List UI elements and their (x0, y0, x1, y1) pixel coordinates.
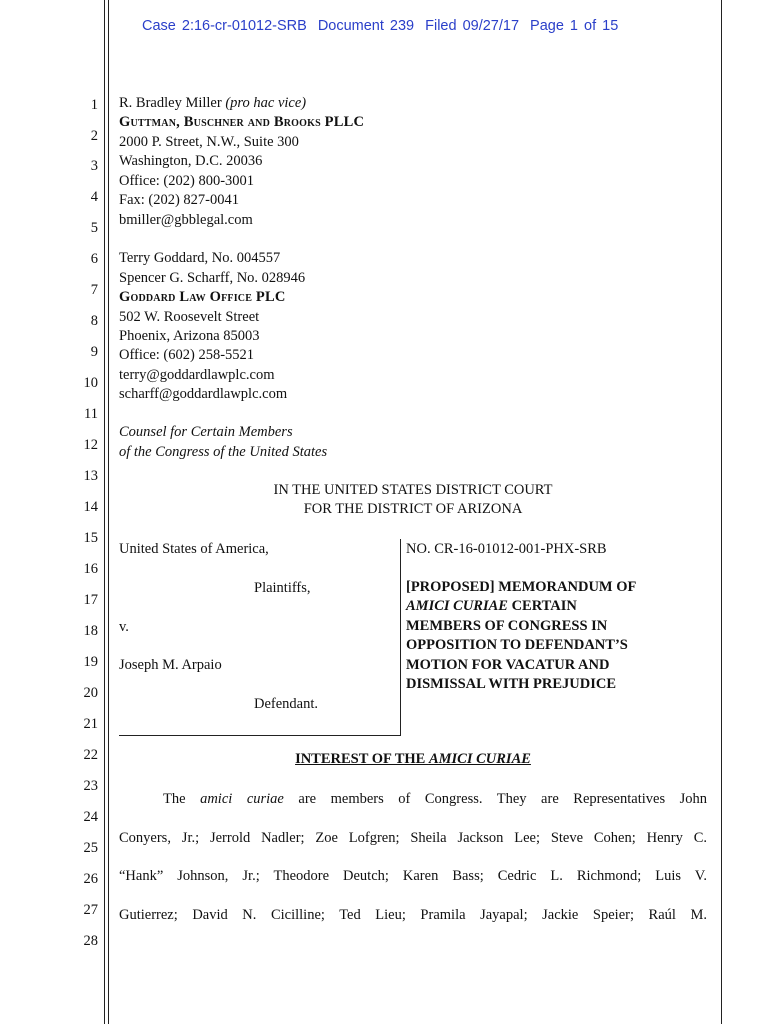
line-number: 19 (83, 654, 98, 670)
counsel-for-line1: Counsel for Certain Members (119, 424, 293, 440)
right-margin-rule (721, 0, 722, 1024)
line-number: 7 (90, 282, 98, 298)
line-number: 21 (83, 716, 98, 732)
document-title-line: MEMBERS OF CONGRESS IN (406, 617, 608, 634)
email-address: bmiller@gbblegal.com (119, 212, 253, 228)
line-number: 9 (90, 344, 98, 360)
line-number: 28 (83, 933, 98, 949)
case-number-caption: NO. CR-16-01012-001-PHX-SRB (406, 541, 607, 557)
document-title-line: [PROPOSED] MEMORANDUM OF (406, 579, 637, 595)
body-line: Conyers, Jr.; Jerrold Nadler; Zoe Lofgren; Sheila Jackson Lee; Steve Cohen; Henry C. (119, 830, 707, 846)
page-indicator: Page 1 of 15 (530, 18, 619, 34)
document-title-line: OPPOSITION TO DEFENDANT’S (406, 637, 628, 654)
line-number: 26 (83, 871, 98, 887)
line-number: 10 (83, 375, 98, 391)
line-number: 22 (83, 747, 98, 763)
line-number: 27 (83, 902, 98, 918)
line-number: 13 (83, 468, 98, 484)
email-address: terry@goddardlawplc.com (119, 367, 275, 383)
line-number: 18 (83, 623, 98, 639)
line-number: 11 (84, 406, 98, 422)
defendant-role: Defendant. (254, 696, 319, 712)
versus: v. (119, 619, 129, 635)
attorney-name: Terry Goddard, No. 004557 (119, 250, 281, 266)
caption-vertical-rule (400, 539, 401, 735)
firm-address-line2: Washington, D.C. 20036 (119, 153, 263, 169)
line-number: 12 (83, 437, 98, 453)
line-number: 23 (83, 778, 98, 794)
line-number: 16 (83, 561, 98, 577)
line-number: 25 (83, 840, 98, 856)
court-name-line2: FOR THE DISTRICT OF ARIZONA (303, 501, 523, 517)
defendant-name: Joseph M. Arpaio (119, 657, 222, 673)
plaintiff-name: United States of America, (119, 541, 269, 557)
caption-horizontal-rule (119, 735, 401, 736)
document-title-line: DISMISSAL WITH PREJUDICE (406, 676, 617, 693)
plaintiff-role: Plaintiffs, (254, 580, 311, 596)
firm-address-line1: 2000 P. Street, N.W., Suite 300 (119, 134, 299, 150)
firm-address-line2: Phoenix, Arizona 85003 (119, 328, 260, 344)
firm-name: Guttman, Buschner and Brooks PLLC (119, 114, 365, 130)
line-number: 8 (90, 313, 98, 329)
firm-name: Goddard Law Office PLC (119, 289, 286, 305)
section-heading: INTEREST OF THE AMICI CURIAE (295, 751, 531, 767)
firm-address-line1: 502 W. Roosevelt Street (119, 309, 260, 325)
left-margin-rule-inner (108, 0, 109, 1024)
filed-date: Filed 09/27/17 (425, 18, 520, 34)
body-line: The amici curiae are members of Congress. They are Representatives John (163, 791, 707, 807)
attorney-name: R. Bradley Miller (pro hac vice) (119, 95, 307, 111)
line-number: 24 (83, 809, 98, 825)
line-number: 15 (83, 530, 98, 546)
body-line: “Hank” Johnson, Jr.; Theodore Deutch; Karen Bass; Cedric L. Richmond; Luis V. (119, 868, 707, 884)
filing-header (142, 18, 629, 34)
office-phone: Office: (202) 800-3001 (119, 173, 255, 189)
counsel-for-line2: of the Congress of the United States (119, 444, 328, 460)
line-number: 5 (90, 220, 98, 236)
line-number: 20 (83, 685, 98, 701)
document-title (406, 578, 696, 694)
line-number: 1 (90, 97, 98, 113)
line-number: 17 (83, 592, 98, 608)
court-name-line1: IN THE UNITED STATES DISTRICT COURT (273, 482, 553, 498)
body-line: Gutierrez; David N. Cicilline; Ted Lieu; Pramila Jayapal; Jackie Speier; Raúl M. (119, 907, 707, 923)
line-number: 2 (90, 128, 98, 144)
email-address: scharff@goddardlawplc.com (119, 386, 288, 402)
document-title-line: MOTION FOR VACATUR AND (406, 656, 610, 673)
case-number: Case 2:16-cr-01012-SRB (142, 18, 307, 34)
line-number: 4 (90, 189, 98, 205)
fax-number: Fax: (202) 827-0041 (119, 192, 240, 208)
line-number: 6 (90, 251, 98, 267)
document-number: Document 239 (317, 18, 415, 34)
line-number: 14 (83, 499, 98, 515)
office-phone: Office: (602) 258-5521 (119, 347, 255, 363)
left-margin-rule-outer (104, 0, 105, 1024)
line-number: 3 (90, 158, 98, 174)
document-title-line: AMICI CURIAE CERTAIN (406, 598, 577, 615)
attorney-name: Spencer G. Scharff, No. 028946 (119, 270, 306, 286)
